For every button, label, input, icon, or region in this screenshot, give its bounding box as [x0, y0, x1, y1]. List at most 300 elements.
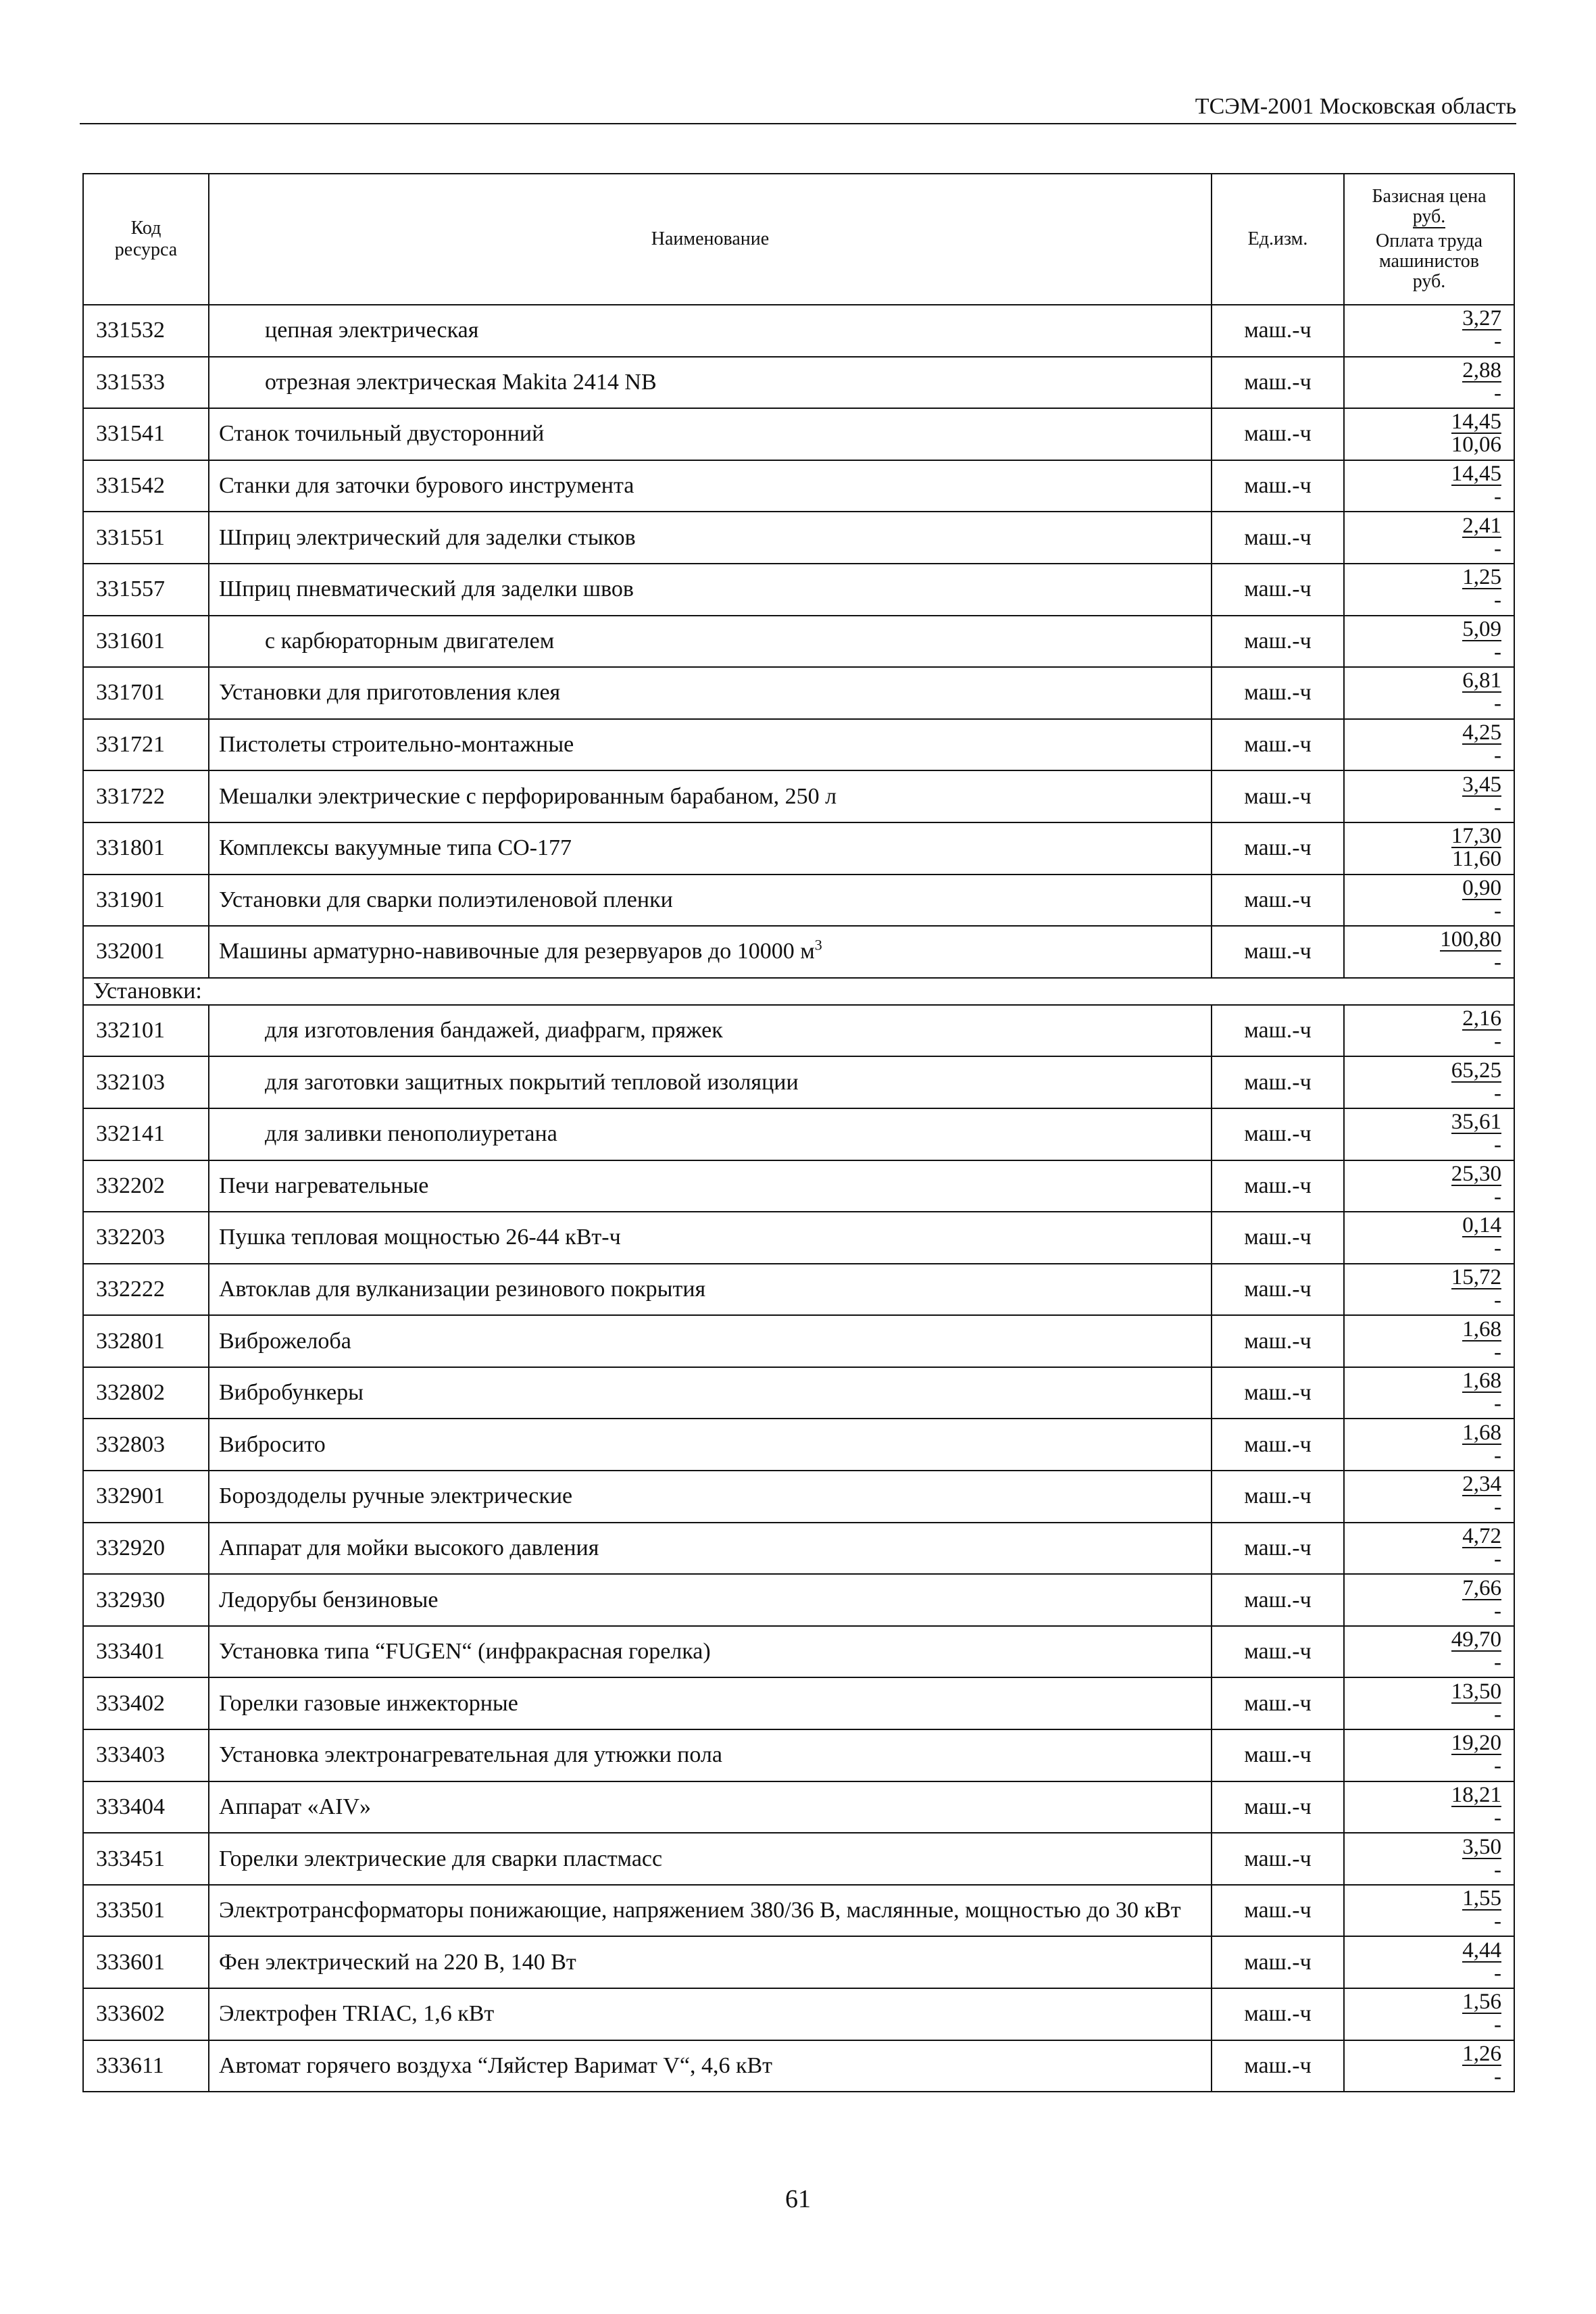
resource-name-text: Фен электрический на 220 В, 140 Вт: [219, 1949, 576, 1975]
table-row: [83, 770, 1514, 822]
resource-code: 332202: [83, 1160, 209, 1212]
price-cell: [1344, 1056, 1514, 1108]
price-fraction: [1451, 411, 1501, 456]
base-price: 1,26: [1462, 2041, 1501, 2066]
resource-name-text: Автомат горячего воздуха “Ляйстер Варимат V“, 4,6 кВт: [219, 2052, 773, 2078]
resource-name-text: Горелки электрические для сварки пластмасс: [219, 1846, 663, 1871]
table-row: [83, 1212, 1514, 1264]
unit-of-measure: маш.-ч: [1212, 1574, 1344, 1626]
resource-code: 331701: [83, 667, 209, 719]
price-fraction: [1451, 1629, 1501, 1673]
table-body: [83, 305, 1514, 2092]
resource-name-text: Горелки газовые инжекторные: [219, 1690, 518, 1716]
operator-labor-cost: -: [1494, 1443, 1501, 1468]
base-price: 2,41: [1462, 513, 1501, 538]
price-fraction: [1451, 825, 1501, 870]
price-fraction: [1462, 1316, 1501, 1364]
resource-name-text: Установка электронагревательная для утюжки пола: [219, 1742, 722, 1768]
price-fraction: [1462, 360, 1501, 404]
resource-code: 332001: [83, 926, 209, 978]
price-cell: [1344, 770, 1514, 822]
resource-code: 333401: [83, 1626, 209, 1678]
price-cell: [1344, 1367, 1514, 1419]
resource-name: [209, 512, 1212, 564]
table-row: [83, 1574, 1514, 1626]
resource-name: [209, 1833, 1212, 1885]
table-row: [83, 926, 1514, 978]
resource-code: 333403: [83, 1729, 209, 1781]
price-cell: [1344, 1108, 1514, 1160]
unit-of-measure: маш.-ч: [1212, 357, 1344, 409]
resource-name-text: Пушка тепловая мощностью 26-44 кВт-ч: [219, 1225, 621, 1250]
unit-of-measure: маш.-ч: [1212, 1056, 1344, 1108]
price-fraction: [1462, 670, 1501, 714]
operator-labor-cost: -: [1494, 795, 1501, 820]
unit-of-measure: маш.-ч: [1212, 512, 1344, 564]
operator-labor-cost: -: [1494, 2064, 1501, 2089]
unit-of-measure: маш.-ч: [1212, 667, 1344, 719]
price-header-line1: Базисная цена: [1372, 186, 1487, 207]
operator-labor-cost: -: [1494, 1184, 1501, 1209]
operator-labor-cost: -: [1494, 329, 1501, 354]
resource-code: 332803: [83, 1419, 209, 1471]
operator-labor-cost: -: [1494, 1287, 1501, 1312]
resource-name-text: для заливки пенополиуретана: [265, 1121, 557, 1147]
table-row: [83, 1988, 1514, 2040]
unit-of-measure: маш.-ч: [1212, 1264, 1344, 1316]
resource-name: [209, 822, 1212, 875]
price-cell: [1344, 1005, 1514, 1057]
table-row: [83, 1833, 1514, 1885]
operator-labor-cost: -: [1494, 588, 1501, 613]
resource-code: 331541: [83, 408, 209, 460]
table-row: [83, 875, 1514, 927]
table-row: [83, 822, 1514, 875]
price-fraction: [1462, 722, 1501, 766]
operator-labor-cost: -: [1494, 1392, 1501, 1417]
resource-name-text: Автоклав для вулканизации резинового покрытия: [219, 1276, 706, 1302]
resource-name-text: Пистолеты строительно-монтажные: [219, 732, 574, 758]
resource-code: 332920: [83, 1523, 209, 1575]
resource-name: [209, 770, 1212, 822]
price-fraction: [1462, 774, 1501, 818]
table-row: [83, 1160, 1514, 1212]
price-cell: [1344, 1419, 1514, 1471]
unit-of-measure: маш.-ч: [1212, 1885, 1344, 1937]
price-fraction: [1451, 463, 1501, 508]
resource-name-text: цепная электрическая: [265, 318, 479, 343]
base-price: 3,50: [1462, 1834, 1501, 1859]
price-cell: [1344, 1471, 1514, 1523]
base-price: 1,68: [1462, 1369, 1501, 1394]
resource-name-text: Станок точильный двусторонний: [219, 421, 545, 447]
unit-of-measure: маш.-ч: [1212, 1160, 1344, 1212]
base-price: 4,72: [1462, 1523, 1501, 1548]
table-row: [83, 1936, 1514, 1988]
price-fraction: [1462, 1577, 1501, 1622]
resource-name-text: с карбюраторным двигателем: [265, 628, 555, 654]
base-price: 2,34: [1462, 1472, 1501, 1497]
resource-code: 331722: [83, 770, 209, 822]
operator-labor-cost: -: [1494, 1495, 1501, 1520]
group-label: Установки:: [83, 978, 1514, 1005]
price-fraction: [1462, 618, 1501, 663]
price-fraction: [1462, 1888, 1501, 1932]
resource-code: 332930: [83, 1574, 209, 1626]
price-fraction: [1462, 1422, 1501, 1467]
price-fraction: [1451, 1732, 1501, 1777]
table-row: [83, 1523, 1514, 1575]
resource-code: 331721: [83, 719, 209, 771]
base-price: 15,72: [1451, 1264, 1501, 1289]
resource-code: 331801: [83, 822, 209, 875]
resource-name-text: Электрофен TRIAC, 1,6 кВт: [219, 2001, 495, 2027]
price-cell: [1344, 1988, 1514, 2040]
unit-of-measure: маш.-ч: [1212, 1523, 1344, 1575]
resource-name: [209, 1729, 1212, 1781]
resource-name-text: Шприц электрический для заделки стыков: [219, 524, 636, 550]
price-fraction: [1451, 1111, 1501, 1156]
resource-name: [209, 1367, 1212, 1419]
base-price: 25,30: [1451, 1161, 1501, 1186]
base-price: 14,45: [1451, 410, 1501, 435]
base-price: 0,14: [1462, 1213, 1501, 1238]
table-header-row: [83, 174, 1514, 305]
operator-labor-cost: 11,60: [1451, 847, 1501, 872]
operator-labor-cost: -: [1494, 1339, 1501, 1364]
unit-of-measure: маш.-ч: [1212, 2040, 1344, 2092]
base-price: 18,21: [1451, 1782, 1501, 1807]
base-price: 19,20: [1451, 1731, 1501, 1756]
col-header-unit: Ед.изм.: [1212, 174, 1344, 305]
resource-code: 332802: [83, 1367, 209, 1419]
unit-of-measure: маш.-ч: [1212, 1936, 1344, 1988]
base-price: 3,45: [1462, 772, 1501, 797]
operator-labor-cost: -: [1494, 1754, 1501, 1779]
resource-name-text: Электротрансформаторы понижающие, напряжением 380/36 В, маслянные, мощностью до 30 кВт: [219, 1898, 1181, 1923]
resource-code: 332141: [83, 1108, 209, 1160]
base-price: 35,61: [1451, 1110, 1501, 1135]
price-fraction: [1462, 1525, 1501, 1570]
resource-code: 331601: [83, 616, 209, 668]
resource-name: [209, 1315, 1212, 1367]
resource-name: [209, 408, 1212, 460]
table-row: [83, 408, 1514, 460]
table-row: [83, 305, 1514, 357]
operator-labor-cost: -: [1494, 1857, 1501, 1882]
operator-labor-cost: -: [1494, 1029, 1501, 1054]
resource-name: [209, 1885, 1212, 1937]
base-price: 100,80: [1440, 927, 1501, 952]
price-cell: [1344, 667, 1514, 719]
col-header-name: Наименование: [209, 174, 1212, 305]
unit-of-measure: маш.-ч: [1212, 770, 1344, 822]
price-fraction: [1462, 1991, 1501, 2036]
price-cell: [1344, 1315, 1514, 1367]
unit-of-measure: маш.-ч: [1212, 408, 1344, 460]
resource-name: [209, 1005, 1212, 1057]
price-cell: [1344, 460, 1514, 512]
table-group-row: [83, 978, 1514, 1005]
price-cell: [1344, 1936, 1514, 1988]
unit-of-measure: маш.-ч: [1212, 1626, 1344, 1678]
operator-labor-cost: -: [1494, 898, 1501, 923]
resource-code: 332801: [83, 1315, 209, 1367]
unit-of-measure: маш.-ч: [1212, 822, 1344, 875]
resource-name: [209, 616, 1212, 668]
resource-name: [209, 2040, 1212, 2092]
price-fraction: [1462, 1008, 1501, 1052]
resource-name-text: Станки для заточки бурового инструмента: [219, 473, 634, 499]
operator-labor-cost: -: [1494, 380, 1501, 405]
unit-of-measure: маш.-ч: [1212, 1419, 1344, 1471]
operator-labor-cost: -: [1494, 1909, 1501, 1934]
unit-of-measure: маш.-ч: [1212, 1729, 1344, 1781]
price-fraction: [1462, 566, 1501, 611]
operator-labor-cost: -: [1494, 1650, 1501, 1675]
resource-name: [209, 357, 1212, 409]
price-cell: [1344, 305, 1514, 357]
resource-name: [209, 667, 1212, 719]
resource-name-text: Бороздоделы ручные электрические: [219, 1483, 573, 1509]
resource-name-text: Вибросито: [219, 1431, 326, 1457]
table-row: [83, 357, 1514, 409]
price-fraction: [1462, 2043, 1501, 2088]
price-cell: [1344, 1677, 1514, 1729]
price-cell: [1344, 822, 1514, 875]
operator-labor-cost: -: [1494, 2013, 1501, 2038]
table-row: [83, 616, 1514, 668]
price-fraction: [1451, 1784, 1501, 1829]
table-row: [83, 1677, 1514, 1729]
resource-code: 331901: [83, 875, 209, 927]
base-price: 4,25: [1462, 720, 1501, 745]
table-row: [83, 1367, 1514, 1419]
resource-name-text: Вибробункеры: [219, 1380, 364, 1406]
resource-name: [209, 1471, 1212, 1523]
resource-name: [209, 926, 1212, 978]
price-cell: [1344, 1833, 1514, 1885]
table-row: [83, 667, 1514, 719]
resource-name-text: Ледорубы бензиновые: [219, 1587, 439, 1613]
page-number: 61: [785, 2185, 811, 2213]
price-cell: [1344, 1523, 1514, 1575]
base-price: 13,50: [1451, 1679, 1501, 1704]
unit-of-measure: маш.-ч: [1212, 1315, 1344, 1367]
price-fraction: [1451, 1266, 1501, 1311]
table-row: [83, 1056, 1514, 1108]
price-fraction: [1451, 1060, 1501, 1104]
resource-name: [209, 1160, 1212, 1212]
base-price: 2,88: [1462, 358, 1501, 383]
resource-name: [209, 1626, 1212, 1678]
resource-name: [209, 1936, 1212, 1988]
price-cell: [1344, 1626, 1514, 1678]
operator-labor-cost: -: [1494, 1133, 1501, 1158]
price-cell: [1344, 1160, 1514, 1212]
price-fraction: [1462, 307, 1501, 352]
operator-labor-cost: -: [1494, 1702, 1501, 1727]
price-cell: [1344, 719, 1514, 771]
price-cell: [1344, 616, 1514, 668]
running-header: ТСЭМ-2001 Московская область: [1195, 94, 1516, 119]
price-cell: [1344, 1264, 1514, 1316]
operator-labor-cost: -: [1494, 1961, 1501, 1986]
table-row: [83, 460, 1514, 512]
table-row: [83, 1729, 1514, 1781]
base-price: 0,90: [1462, 875, 1501, 900]
resource-name: [209, 1212, 1212, 1264]
unit-superscript: 3: [814, 937, 822, 954]
resource-code: 333404: [83, 1781, 209, 1833]
base-price: 5,09: [1462, 616, 1501, 641]
resource-name-text: Мешалки электрические с перфорированным барабаном, 250 л: [219, 783, 837, 809]
operator-labor-cost: -: [1494, 743, 1501, 768]
resource-name: [209, 1781, 1212, 1833]
unit-of-measure: маш.-ч: [1212, 460, 1344, 512]
price-fraction: [1462, 1940, 1501, 1984]
table-row: [83, 1471, 1514, 1523]
price-header-line3: Оплата труда машинистов: [1375, 230, 1482, 272]
resource-code: 333501: [83, 1885, 209, 1937]
table-row: [83, 1419, 1514, 1471]
unit-of-measure: маш.-ч: [1212, 1988, 1344, 2040]
header-rule: [80, 123, 1516, 124]
price-cell: [1344, 1729, 1514, 1781]
price-cell: [1344, 875, 1514, 927]
base-price: 1,56: [1462, 1990, 1501, 2015]
table-row: [83, 564, 1514, 616]
resource-code: 331557: [83, 564, 209, 616]
resource-name: [209, 305, 1212, 357]
price-cell: [1344, 408, 1514, 460]
price-fraction: [1451, 1163, 1501, 1208]
resource-name: [209, 1264, 1212, 1316]
price-fraction: [1462, 1369, 1501, 1417]
price-fraction: [1462, 1836, 1501, 1881]
table-row: [83, 719, 1514, 771]
unit-of-measure: маш.-ч: [1212, 1108, 1344, 1160]
operator-labor-cost: -: [1494, 950, 1501, 975]
price-cell: [1344, 512, 1514, 564]
resource-name: [209, 1419, 1212, 1471]
base-price: 1,55: [1462, 1886, 1501, 1911]
resource-code: 333602: [83, 1988, 209, 2040]
unit-of-measure: маш.-ч: [1212, 1471, 1344, 1523]
operator-labor-cost: -: [1494, 1598, 1501, 1623]
unit-of-measure: маш.-ч: [1212, 1367, 1344, 1419]
resource-code: 332901: [83, 1471, 209, 1523]
base-price: 2,16: [1462, 1006, 1501, 1031]
resource-name-text: для изготовления бандажей, диафрагм, пряжек: [265, 1018, 723, 1043]
resource-name: [209, 460, 1212, 512]
resource-name: [209, 564, 1212, 616]
resource-name-text: Установки для приготовления клея: [219, 680, 561, 706]
price-fraction: [1440, 929, 1501, 973]
operator-labor-cost: -: [1494, 691, 1501, 716]
base-price: 49,70: [1451, 1627, 1501, 1652]
resource-code: 333601: [83, 1936, 209, 1988]
resource-name-text: Комплексы вакуумные типа СО-177: [219, 835, 572, 861]
table-row: [83, 512, 1514, 564]
table-row: [83, 1005, 1514, 1057]
price-cell: [1344, 1574, 1514, 1626]
base-price: 3,27: [1462, 306, 1501, 331]
price-cell: [1344, 1212, 1514, 1264]
table-row: [83, 1885, 1514, 1937]
resource-code: 331532: [83, 305, 209, 357]
resource-name: [209, 1574, 1212, 1626]
col-header-code: Код ресурса: [83, 174, 209, 305]
operator-labor-cost: -: [1494, 485, 1501, 510]
base-price: 1,68: [1462, 1316, 1501, 1341]
resource-code: 332101: [83, 1005, 209, 1057]
table-row: [83, 1781, 1514, 1833]
base-price: 7,66: [1462, 1575, 1501, 1600]
operator-labor-cost: -: [1494, 1805, 1501, 1830]
unit-of-measure: маш.-ч: [1212, 1833, 1344, 1885]
price-cell: [1344, 564, 1514, 616]
unit-of-measure: маш.-ч: [1212, 616, 1344, 668]
resource-name-text: Печи нагревательные: [219, 1173, 429, 1198]
resource-code: 332103: [83, 1056, 209, 1108]
unit-of-measure: маш.-ч: [1212, 1005, 1344, 1057]
resource-code: 333402: [83, 1677, 209, 1729]
resource-name-text: Машины арматурно-навивочные для резервуаров до 10000 м: [219, 939, 815, 964]
unit-of-measure: маш.-ч: [1212, 719, 1344, 771]
table-row: [83, 1108, 1514, 1160]
price-table: [82, 173, 1515, 2092]
price-fraction: [1451, 1681, 1501, 1725]
price-fraction: [1462, 1214, 1501, 1259]
resource-name-text: Шприц пневматический для заделки швов: [219, 576, 634, 602]
unit-of-measure: маш.-ч: [1212, 875, 1344, 927]
unit-of-measure: маш.-ч: [1212, 1212, 1344, 1264]
resource-name-text: отрезная электрическая Makita 2414 NB: [265, 369, 657, 395]
base-price: 1,68: [1462, 1420, 1501, 1445]
unit-of-measure: маш.-ч: [1212, 564, 1344, 616]
resource-name: [209, 1988, 1212, 2040]
resource-name: [209, 719, 1212, 771]
resource-name-text: Установки для сварки полиэтиленовой пленки: [219, 887, 673, 912]
base-price: 4,44: [1462, 1938, 1501, 1963]
resource-name-text: Аппарат для мойки высокого давления: [219, 1535, 599, 1560]
operator-labor-cost: -: [1494, 1546, 1501, 1571]
operator-labor-cost: -: [1494, 536, 1501, 561]
resource-name-text: Аппарат «AIV»: [219, 1794, 372, 1819]
price-cell: [1344, 1885, 1514, 1937]
resource-code: 331551: [83, 512, 209, 564]
base-price: 1,25: [1462, 565, 1501, 590]
table-row: [83, 1315, 1514, 1367]
col-header-price: [1344, 174, 1514, 305]
operator-labor-cost: -: [1494, 1236, 1501, 1261]
price-fraction: [1462, 1473, 1501, 1518]
resource-name: [209, 1108, 1212, 1160]
base-price: 6,81: [1462, 668, 1501, 693]
table-row: [83, 1626, 1514, 1678]
resource-code: 332222: [83, 1264, 209, 1316]
price-cell: [1344, 926, 1514, 978]
price-header-line2: руб.: [1412, 206, 1446, 227]
resource-code: 332203: [83, 1212, 209, 1264]
resource-code: 333611: [83, 2040, 209, 2092]
price-header-line4: руб.: [1412, 271, 1446, 292]
operator-labor-cost: 10,06: [1451, 433, 1501, 458]
resource-code: 331533: [83, 357, 209, 409]
unit-of-measure: маш.-ч: [1212, 305, 1344, 357]
unit-of-measure: маш.-ч: [1212, 926, 1344, 978]
